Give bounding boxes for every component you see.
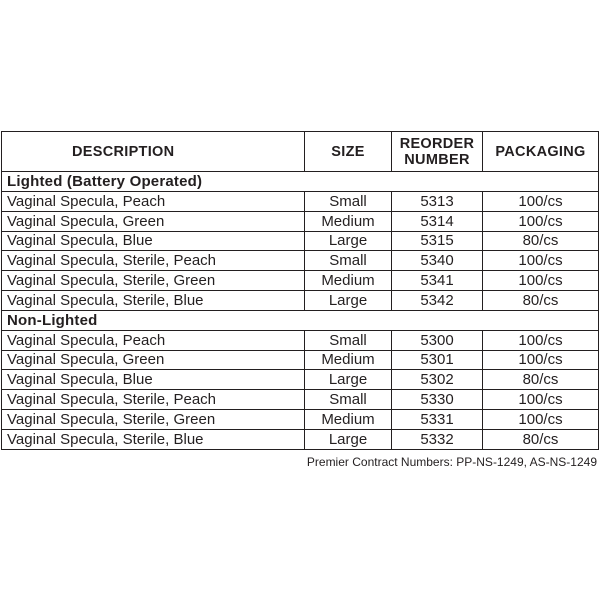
cell-description: Vaginal Specula, Green — [2, 350, 305, 370]
cell-description: Vaginal Specula, Sterile, Blue — [2, 290, 305, 310]
contract-numbers-footnote: Premier Contract Numbers: PP-NS-1249, AS-NS-1249 — [306, 455, 597, 469]
cell-reorder-number: 5315 — [392, 231, 483, 251]
product-table — [1, 131, 599, 450]
cell-packaging: 100/cs — [483, 192, 599, 212]
header-row — [2, 132, 599, 172]
section-title: Non-Lighted — [2, 310, 599, 330]
cell-description: Vaginal Specula, Blue — [2, 370, 305, 390]
cell-reorder-number: 5314 — [392, 211, 483, 231]
cell-description: Vaginal Specula, Sterile, Peach — [2, 251, 305, 271]
cell-size: Small — [305, 330, 392, 350]
cell-packaging: 80/cs — [483, 231, 599, 251]
cell-description: Vaginal Specula, Sterile, Green — [2, 271, 305, 291]
table-row — [2, 409, 599, 429]
cell-size: Medium — [305, 350, 392, 370]
cell-packaging: 100/cs — [483, 409, 599, 429]
cell-packaging: 80/cs — [483, 290, 599, 310]
cell-size: Large — [305, 429, 392, 449]
cell-description: Vaginal Specula, Green — [2, 211, 305, 231]
cell-packaging: 100/cs — [483, 251, 599, 271]
cell-description: Vaginal Specula, Sterile, Green — [2, 409, 305, 429]
cell-packaging: 100/cs — [483, 211, 599, 231]
cell-reorder-number: 5301 — [392, 350, 483, 370]
cell-size: Small — [305, 390, 392, 410]
table-row — [2, 290, 599, 310]
cell-packaging: 100/cs — [483, 390, 599, 410]
cell-reorder-number: 5313 — [392, 192, 483, 212]
cell-reorder-number: 5330 — [392, 390, 483, 410]
cell-packaging: 100/cs — [483, 330, 599, 350]
table-row — [2, 231, 599, 251]
section-row-lighted — [2, 172, 599, 192]
table-row — [2, 390, 599, 410]
section-row-non-lighted — [2, 310, 599, 330]
cell-size: Large — [305, 370, 392, 390]
cell-size: Medium — [305, 211, 392, 231]
cell-packaging: 80/cs — [483, 429, 599, 449]
table-row — [2, 429, 599, 449]
cell-size: Medium — [305, 271, 392, 291]
table-row — [2, 330, 599, 350]
cell-description: Vaginal Specula, Peach — [2, 192, 305, 212]
table-header — [2, 132, 599, 172]
column-header-reorder-number — [392, 132, 483, 172]
cell-reorder-number: 5342 — [392, 290, 483, 310]
table-row — [2, 370, 599, 390]
cell-size: Large — [305, 231, 392, 251]
cell-reorder-number: 5300 — [392, 330, 483, 350]
cell-description: Vaginal Specula, Sterile, Blue — [2, 429, 305, 449]
column-header-description: DESCRIPTION — [2, 132, 305, 172]
cell-reorder-number: 5340 — [392, 251, 483, 271]
cell-packaging: 80/cs — [483, 370, 599, 390]
reorder-header-line2: NUMBER — [404, 151, 470, 168]
table-row — [2, 271, 599, 291]
cell-size: Small — [305, 192, 392, 212]
column-header-size: SIZE — [305, 132, 392, 172]
table-row — [2, 251, 599, 271]
cell-packaging: 100/cs — [483, 271, 599, 291]
reorder-header-line1: REORDER — [399, 135, 475, 152]
table-row — [2, 192, 599, 212]
cell-reorder-number: 5341 — [392, 271, 483, 291]
cell-size: Small — [305, 251, 392, 271]
cell-packaging: 100/cs — [483, 350, 599, 370]
cell-reorder-number: 5302 — [392, 370, 483, 390]
cell-reorder-number: 5332 — [392, 429, 483, 449]
column-header-packaging: PACKAGING — [483, 132, 599, 172]
cell-description: Vaginal Specula, Sterile, Peach — [2, 390, 305, 410]
section-title: Lighted (Battery Operated) — [2, 172, 599, 192]
cell-size: Medium — [305, 409, 392, 429]
cell-description: Vaginal Specula, Peach — [2, 330, 305, 350]
product-table-container — [1, 131, 598, 450]
table-body — [2, 172, 599, 450]
table-row — [2, 350, 599, 370]
cell-description: Vaginal Specula, Blue — [2, 231, 305, 251]
table-row — [2, 211, 599, 231]
cell-size: Large — [305, 290, 392, 310]
cell-reorder-number: 5331 — [392, 409, 483, 429]
